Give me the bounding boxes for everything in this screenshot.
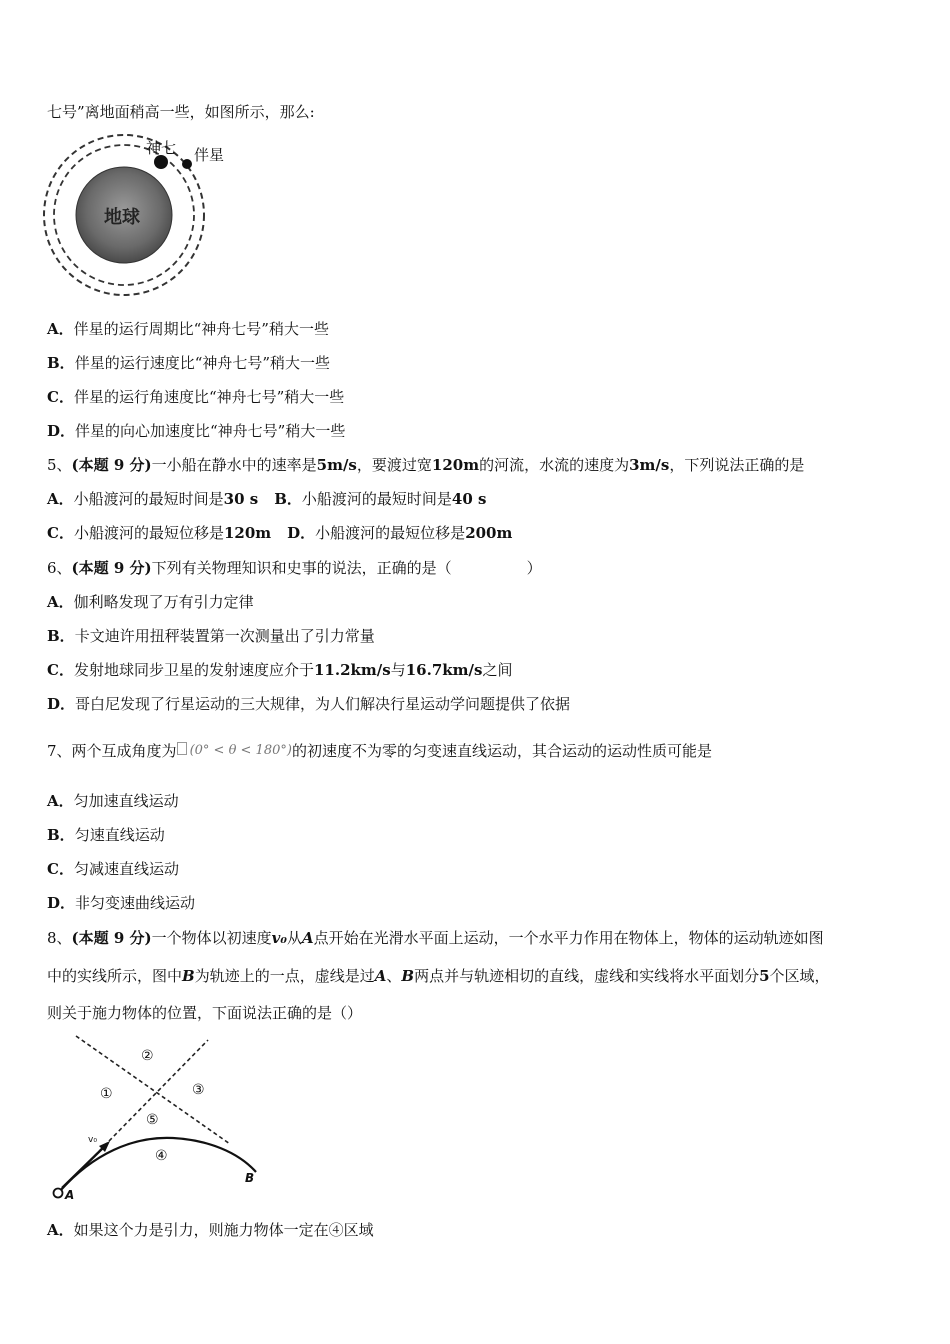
label-point-a: A: [65, 1188, 75, 1202]
label-shenqi: 神七: [146, 139, 177, 157]
v0-arrow: [62, 1145, 106, 1188]
q5-options-cd: C．小船渡河的最短位移是120m D．小船渡河的最短位移是200m: [47, 524, 513, 542]
q5-options-ab: A．小船渡河的最短时间是30 s B．小船渡河的最短时间是40 s: [47, 490, 487, 508]
q8-stem-line3: 则关于施力物体的位置，下面说法正确的是（）: [47, 1004, 363, 1022]
q4-option-b: B．伴星的运行速度比“神舟七号”稍大一些: [47, 354, 331, 372]
orbit-figure: [44, 133, 225, 303]
q5-stem: 5、(本题 9 分)一小船在静水中的速率是5m/s，要渡过宽120m的河流，水流的速度为3m/s，下列说法正确的是: [47, 456, 805, 474]
q4-option-d: D．伴星的向心加速度比“神舟七号”稍大一些: [47, 422, 346, 440]
q7-option-a: A．匀加速直线运动: [47, 792, 179, 810]
label-earth: 地球: [104, 207, 140, 228]
region-2: ②: [141, 1048, 154, 1064]
trajectory-curve: [60, 1138, 256, 1191]
q8-stem-line2: 中的实线所示，图中B为轨迹上的一点，虚线是过A、B两点并与轨迹相切的直线，虚线和实线将水平面划分5个区域，: [47, 967, 830, 985]
region-5: ⑤: [146, 1112, 159, 1128]
q7-stem: 7、两个互成角度为 (0° < θ < 180°)的初速度不为零的匀变速直线运动，其合运动的运动性质可能是: [47, 742, 712, 760]
q7-option-d: D．非匀变速曲线运动: [47, 894, 196, 912]
q7-option-b: B．匀速直线运动: [47, 826, 165, 844]
region-1: ①: [100, 1086, 113, 1102]
point-a-marker: [54, 1189, 63, 1198]
q4-option-c: C．伴星的运行角速度比“神舟七号”稍大一些: [47, 388, 345, 406]
q7-option-c: C．匀减速直线运动: [47, 860, 179, 878]
label-point-b: B: [245, 1171, 255, 1185]
intro-text: 七号”离地面稍高一些，如图所示，那么:: [47, 103, 315, 121]
q8-stem-line1: 8、(本题 9 分)一个物体以初速度v₀从A点开始在光滑水平面上运动，一个水平力作用在物体上，物体的运动轨迹如图: [47, 929, 824, 947]
q6-option-b: B．卡文迪许用扭秤装置第一次测量出了引力常量: [47, 627, 375, 645]
label-v0: v₀: [88, 1135, 97, 1145]
q6-option-a: A．伽利略发现了万有引力定律: [47, 593, 254, 611]
shenqi-dot: [154, 155, 168, 169]
banxing-dot: [182, 159, 192, 169]
region-3: ③: [192, 1082, 205, 1098]
q6-stem: 6、(本题 9 分)下列有关物理知识和史事的说法，正确的是（ ）: [47, 559, 542, 577]
label-banxing: 伴星: [194, 146, 225, 164]
q7-formula: (0° < θ < 180°): [177, 741, 292, 761]
q4-option-a: A．伴星的运行周期比“神舟七号”稍大一些: [47, 320, 329, 338]
region-4: ④: [155, 1148, 168, 1164]
q8-option-a: A．如果这个力是引力，则施力物体一定在④区域: [47, 1221, 374, 1239]
q6-option-d: D．哥白尼发现了行星运动的三大规律，为人们解决行星运动学问题提供了依据: [47, 695, 571, 713]
trajectory-figure: [48, 1032, 268, 1204]
q6-option-c: C．发射地球同步卫星的发射速度应介于11.2km/s与16.7km/s之间: [47, 661, 513, 679]
